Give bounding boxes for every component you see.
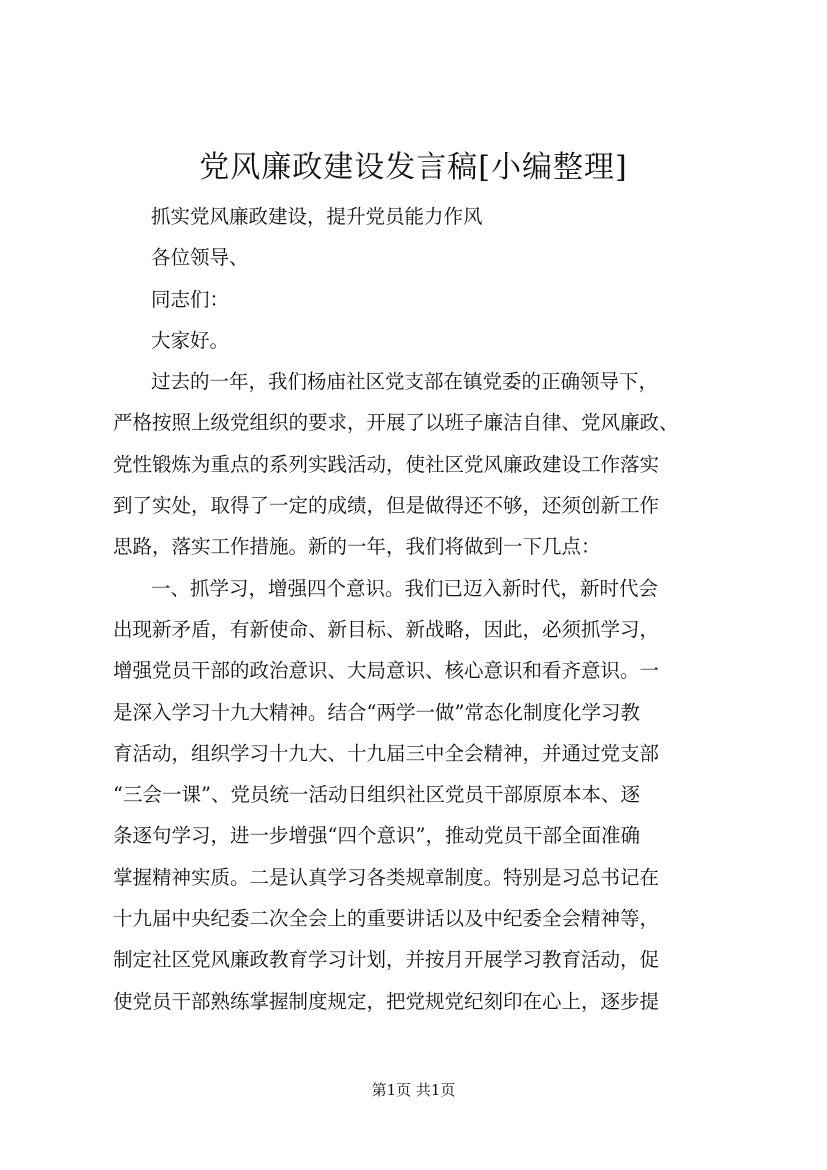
text-line: 增强党员干部的政治意识、大局意识、核心意识和看齐意识。一 (113, 659, 660, 683)
text-line: 大家好。 (151, 328, 230, 352)
text-line: 严格按照上级党组织的要求，开展了以班子廉洁自律、党风廉政、 (113, 411, 679, 435)
text-line: 党性锻炼为重点的系列实践活动，使社区党风廉政建设工作落实 (113, 452, 660, 476)
document-body (113, 196, 723, 1022)
text-line: 掌握精神实质。二是认真学习各类规章制度。特别是习总书记在 (113, 865, 660, 889)
text-line: 抓实党风廉政建设，提升党员能力作风 (151, 205, 483, 228)
text-line: 条逐句学习，进一步增强“四个意识”，推动党员干部全面准确 (113, 824, 640, 848)
text-line: 思路，落实工作措施。新的一年，我们将做到一下几点： (113, 535, 601, 559)
document-title: 党风廉政建设发言稿[小编整理] (199, 150, 628, 185)
text-line: 出现新矛盾，有新使命、新目标、新战略，因此，必须抓学习， (113, 617, 660, 641)
text-line: “三会一课”、党员统一活动日组织社区党员干部原原本本、逐 (113, 783, 640, 807)
text-line: 一、抓学习，增强四个意识。我们已迈入新时代，新时代会 (151, 576, 659, 600)
text-line: 育活动，组织学习十九大、十九届三中全会精神，并通过党支部 (113, 741, 660, 765)
text-line: 过去的一年，我们杨庙社区党支部在镇党委的正确领导下， (151, 370, 659, 394)
text-line: 制定社区党风廉政教育学习计划，并按月开展学习教育活动，促 (113, 948, 660, 972)
text-line: 同志们： (151, 287, 230, 311)
text-line: 是深入学习十九大精神。结合“两学一做”常态化制度化学习教 (113, 700, 640, 724)
text-line: 各位领导、 (151, 246, 249, 270)
text-line: 使党员干部熟练掌握制度规定，把党规党纪刻印在心上，逐步提 (113, 989, 660, 1013)
page-footer: 第1页 共1页 (371, 1081, 456, 1099)
text-line: 十九届中央纪委二次全会上的重要讲话以及中纪委全会精神等， (113, 907, 660, 931)
text-line: 到了实处，取得了一定的成绩，但是做得还不够，还须创新工作 (113, 494, 660, 518)
